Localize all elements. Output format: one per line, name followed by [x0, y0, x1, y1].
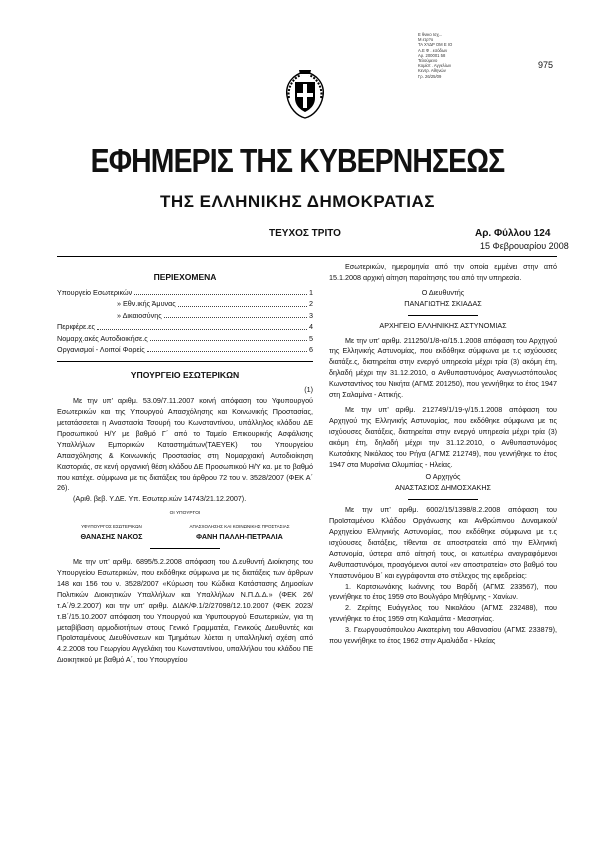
signatory-role: ΑΠΑΣΧΟΛΗΣΗΣ ΚΑΙ ΚΟΙΝΩΝΙΚΗΣ ΠΡΟΣΤΑΣΙΑΣ	[189, 524, 290, 530]
stamp-line: Αρ. 200001 58	[418, 52, 446, 58]
signatory-name: ΦΑΝΗ ΠΑΛΛΗ-ΠΕΤΡΑΛΙΑ	[196, 532, 283, 542]
signatory-role: ΥΦΥΠΟΥΡΓΟΣ ΕΣΩΤΕΡΙΚΩΝ	[81, 524, 142, 530]
contents-heading: ΠΕΡΙΕΧΟΜΕΝΑ	[153, 272, 217, 282]
signatory-name: ΘΑΝΑΣΗΣ ΝΑΚΟΣ	[80, 532, 143, 542]
stamp-line: Ε θνικο Ισχ...	[418, 32, 443, 37]
paragraph: Εσωτερικών, ημερομηνία από την οποία εμμένει στην από 15.1.2008 αρχική αίτηση παραίτησης του από την υπηρεσία.	[329, 262, 557, 282]
sheet-number: Αρ. Φύλλου 124	[475, 228, 551, 239]
toc-page: 5	[309, 333, 313, 343]
signature-block	[57, 524, 313, 540]
toc-item[interactable]	[57, 298, 313, 309]
stamp-line: Κεντρ. Αθηνών	[418, 68, 446, 74]
toc-leader	[147, 344, 307, 352]
toc-label: Περιφέρε.ες	[57, 322, 95, 332]
toc-leader	[134, 287, 307, 295]
coat-of-arms-icon	[283, 66, 327, 122]
signatories-heading: ΟΙ ΥΠΟΥΡΓΟΙ	[169, 511, 201, 517]
signatory-title: Ο Διευθυντής	[421, 287, 465, 297]
divider	[408, 499, 478, 500]
left-column	[57, 262, 313, 666]
toc-label: » Δικαιοσύνης	[117, 310, 162, 320]
toc-leader	[164, 310, 307, 318]
list-item: 2. Ζερίτης Ευάγγελος του Νικολάου (ΑΓΜΣ 232488), που γεννήθηκε το έτος 1959 στη Καλαμάτα - Μεσσηνίας.	[329, 603, 557, 624]
list-item: 1. Καρτσιωνάκης Ιωάννης του Βαρδή (ΑΓΜΣ 233567), που γεννήθηκε το έτος 1959 στο Βουλγάρο Μηθύμνης - Χανίων.	[329, 581, 557, 602]
section-heading: ΥΠΟΥΡΓΕΙΟ ΕΣΩΤΕΡΙΚΩΝ	[130, 370, 240, 381]
divider	[150, 548, 220, 549]
stamp-line: Τελούμενο	[418, 58, 438, 64]
stamp-line: Κομίστ . Αγγελίων	[418, 63, 452, 69]
toc-page: 1	[309, 287, 313, 297]
issue-date: 15 Φεβρουαρίου 2008	[480, 241, 569, 251]
paragraph-reference: (Αριθ. βεβ. Υ.ΔΕ. Υπ. Εσωτερ.κών 14743/21.12.2007).	[73, 494, 247, 504]
list-item: 3. Γεωργουσόπουλου Αικατερίνη του Αθανασίου (ΑΓΜΣ 233879), που γεννήθηκε το έτος 1962 στην Αμαλιάδα - Ηλείας	[329, 625, 557, 646]
paragraph: Με την υπ’ αριθμ. 6895/5.2.2008 απόφαση του Δ.ευθυντή Διοίκησης του Υπουργείου Εσωτερικών, που εκδόθηκε σύμφωνα με τις διατάξεις των άρθρων 148 και 156 του ν. 3528/2007 «Κύρωση του Κώδικα Κατάστασης Δημοσίων Πολιτικών Διοικητικών Υπαλλήλων και Υπαλλήλων Ν.Π.Δ.Δ.» (ΦΕΚ 26/τ.Α΄/9.2.2007) και την υπ’ αριθμ. ΔΙΔΚ/Φ.1/2/27098/12.10.2007 (ΦΕΚ 2023/τ.Β΄/15.10.2007 απόφαση του Υπουργού και Υφυπουργού Εσωτερικών, για τη μεταβίβαση αρμοδιοτήτων στους Γενικό Γραμματέα, Γενικούς Διευθυντές και Προϊσταμένους Διευθύνσεων και Τμημάτων λύεται η υπαλληλική σχέση από 4.2.2008 του Γεωργίου Αγγελάκη του Κωνσταντίνου, υπαλλήλου του κλάδου ΠΕ Διοικητικού με βαθμό Α΄, του Υπουργείου	[57, 557, 313, 665]
decision-number: (1)	[304, 385, 313, 395]
toc-label: Υπουργείο Εσωτερικών	[57, 287, 133, 297]
signatory-name: ΑΝΑΣΤΑΣΙΟΣ ΔΗΜΟΣΧΑΚΗΣ	[395, 483, 491, 493]
toc-leader	[97, 321, 307, 329]
stamp-line: Μ ετρ?ο	[418, 37, 434, 43]
toc-page: 6	[309, 344, 313, 354]
stamp-line: ΤΑ ΧΥΔΡ ΟΜ Ε ΙΟ	[418, 42, 453, 48]
toc-item[interactable]	[57, 310, 313, 321]
paragraph: Με την υπ’ αριθμ. 53.09/7.11.2007 κοινή απόφαση του Υφυπουργού Εσωτερικών και της Υπουργού Απασχόλησης και Κοινωνικής Προστασίας, μετατάσσεται η Αναστασία Τσουρή του Κωνσταντίνου, υπάλληλος κλάδου ΔΕ Προσωπικού Η/Υ με βαθμό Γ΄ από το Ταμείο Επικουρικής Ασφάλισης Υπαλλήλων Εμπορικών Καταστημάτων(ΤΑΕΥΕΚ) του Υπουργείου Απασχόλησης & Κοινωνικής Προστασίας στη Νομαρχιακή Αυτοδιοίκηση Καστοριάς, σε κενή οργανική θέση κλάδου ΔΕ Προσωπικού Η/Υ κα. με το βαθμό που κατέχε. σύμφωνα με τις διατάξεις του άρθρου 72 του ν. 3528/2007 (ΦΕΚ Α΄ 26).	[57, 396, 313, 493]
toc-label: Νομαρχ.ακές Αυτοδιοικήσε.ς	[57, 333, 148, 343]
toc-item[interactable]	[57, 321, 313, 332]
toc-item[interactable]	[57, 333, 313, 344]
postage-stamp	[418, 32, 498, 79]
signatory	[189, 524, 289, 540]
toc-leader	[150, 333, 307, 341]
toc-leader	[178, 298, 307, 306]
toc-page: 3	[309, 310, 313, 320]
signatory-name: ΠΑΝΑΓΙΩΤΗΣ ΣΚΙΑΔΑΣ	[404, 298, 482, 308]
stamp-line: Γρ. 26/25/09	[418, 73, 442, 79]
stamp-line: Α.Ε Φ . εσόδων	[418, 47, 448, 53]
paragraph: Με την υπ’ αριθμ. 6002/15/1398/8.2.2008 απόφαση του Προϊσταμένου Κλάδου Οργάνωσης και Ανθρώπινου Δυναμικού/ Αρχηγείου Ελληνικής Αστυνομίας, που εκδόθηκε σύμφωνα με τ.ς ισχύουσες διατάξεις, τίθενται σε αποστρατεία από την Ελληνική Αστυνομία, ύστερα από αίτησή τους, οι κατωτέρω αναγραφόμενοι Ανθυπαστυνόμοι, προαγόμενοι αυτοί «εν αποστρατεία» στο βαθμό του Υπαστυνόμου Β΄ και εγγράφονται στο στέλεχος της εφεδρείας:	[329, 505, 557, 580]
toc-label: Οργανισμοί - Λοιποί Φορείς	[57, 344, 145, 354]
gazette-subtitle: ΤΗΣ ΕΛΛΗΝΙΚΗΣ ΔΗΜΟΚΡΑΤΙΑΣ	[160, 192, 435, 211]
paragraph: Με την υπ’ αριθμ. 211250/1/8-ια/15.1.2008 απόφαση του Αρχηγού της Ελληνικής Αστυνομίας, που εκδόθηκε σύμφωνα με τ.ς ισχύουσες διατάξε.ς, διατηρείται στην ενεργό υπηρεσία μέχρι τρία (3) ακόμη έτη, δηλαδή μέχρι την 31.12.2010, ο Ανθυπαστυνόμος Αναγνωστόπουλος Κωνσταντίνος του Νικήτα (ΑΓΜΣ 201250), που γεννήθηκε το έτος 1947 στη Σαλαμίνα - Αττικής.	[329, 335, 557, 400]
right-column	[329, 262, 557, 647]
page-number: 975	[538, 60, 554, 70]
divider	[408, 315, 478, 316]
signatory-title: Ο Αρχηγός	[425, 472, 461, 482]
divider	[57, 361, 313, 362]
issue-label: ΤΕΥΧΟΣ ΤΡΙΤΟ	[269, 228, 341, 239]
signatory	[81, 524, 143, 540]
toc-page: 2	[309, 299, 313, 309]
toc-item[interactable]	[57, 287, 313, 298]
section-heading: ΑΡΧΗΓΕΙΟ ΕΛΛΗΝΙΚΗΣ ΑΣΤΥΝΟΜΙΑΣ	[379, 320, 507, 330]
toc-label: » Εθν.ικής Άμυνας	[117, 299, 176, 309]
paragraph: Με την υπ’ αριθμ. 212749/1/19-γ/15.1.2008 απόφαση του Αρχηγού της Ελληνικής Αστυνομίας, που εκδόθηκε σύμφωνα με τις ισχύουσες διατάξεις, διατηρείται στην ενεργό υπηρεσία μέχρι τρία (3) ακόμη έτη, δηλαδή μέχρι την 31.12.2010, ο Ανθυπαστυνόμος Κωτσάκης Νικόλαος του Ρήγα (ΑΓΜΣ 212749), που γεννήθηκε το έτος 1947 στα Μυρσίνια Ολυμπίας - Ηλείας.	[329, 404, 557, 469]
toc-page: 4	[309, 322, 313, 332]
gazette-title: ΕΦΗΜΕΡΙΣ ΤΗΣ ΚΥΒΕΡΝΗΣΕΩΣ	[90, 142, 505, 179]
toc-item[interactable]	[57, 344, 313, 355]
header-rule	[57, 256, 557, 257]
